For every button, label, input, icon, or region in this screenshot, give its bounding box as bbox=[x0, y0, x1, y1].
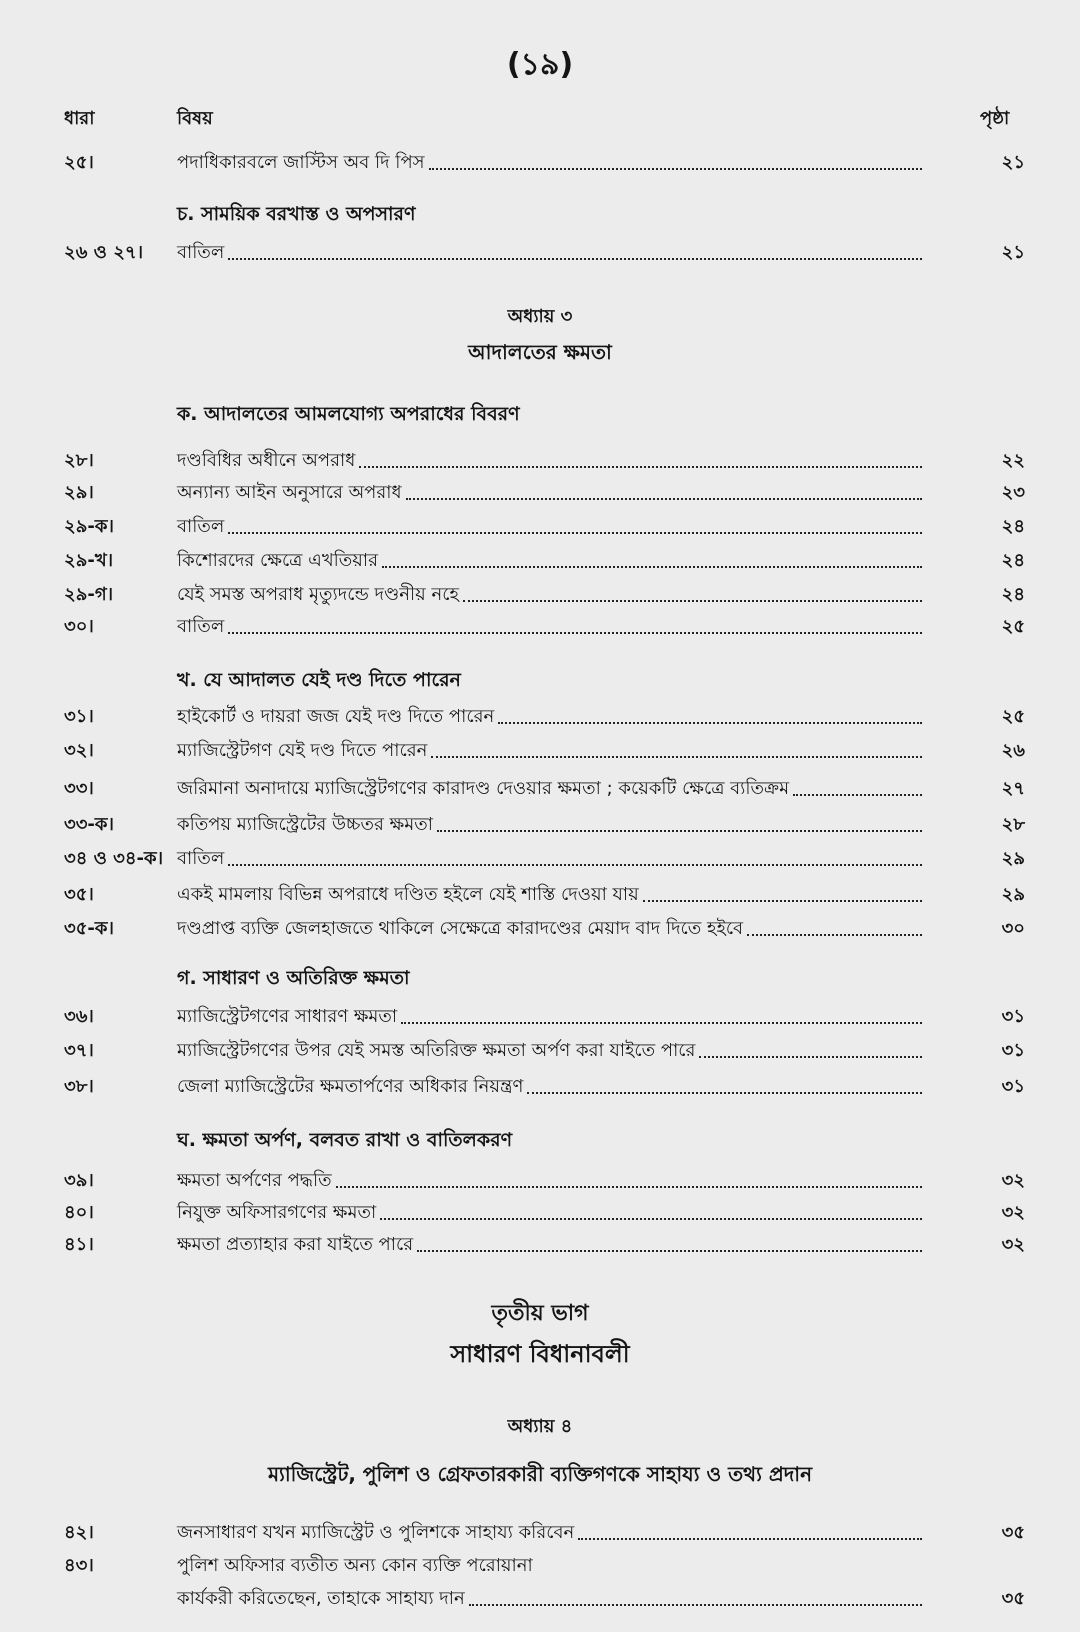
toc-row bbox=[0, 880, 1080, 910]
section-title: ম্যাজিস্ট্রেটগণের উপর যেই সমস্ত অতিরিক্ত ক্ষমতা অর্পণ করা যাইতে পারে bbox=[177, 1040, 696, 1061]
dot-leader bbox=[431, 736, 922, 758]
dot-leader bbox=[336, 1166, 922, 1188]
toc-row bbox=[0, 512, 1080, 542]
toc-row bbox=[0, 580, 1080, 610]
toc-row bbox=[0, 148, 1080, 178]
chapter-3-label: অধ্যায় ৩ bbox=[507, 306, 573, 327]
section-page: ৩২ bbox=[1001, 1202, 1025, 1223]
section-page: ২১ bbox=[1001, 152, 1025, 173]
toc-row bbox=[0, 810, 1080, 840]
section-title-wrap bbox=[177, 1072, 922, 1102]
section-number: ৩১। bbox=[64, 706, 94, 727]
section-number: ৪৩। bbox=[64, 1555, 94, 1576]
section-page: ২৪ bbox=[1001, 516, 1025, 537]
section-title-wrap bbox=[177, 546, 922, 576]
toc-row bbox=[0, 1072, 1080, 1102]
section-page: ২৭ bbox=[1001, 778, 1025, 799]
part-3-title: সাধারণ বিধানাবলী bbox=[450, 1340, 630, 1368]
section-number: ৩২। bbox=[64, 740, 94, 761]
section-title-wrap bbox=[177, 238, 922, 268]
toc-row bbox=[0, 1036, 1080, 1066]
dot-leader bbox=[228, 238, 922, 260]
section-number: ৩৩-ক। bbox=[64, 814, 114, 835]
chapter-3-title: আদালতের ক্ষমতা bbox=[468, 340, 612, 364]
column-header-section: ধারা bbox=[64, 108, 95, 129]
section-title-wrap bbox=[177, 1166, 922, 1196]
section-title: বাতিল bbox=[177, 616, 225, 637]
section-number: ২৮। bbox=[64, 450, 94, 471]
section-page: ৩৫ bbox=[1001, 1522, 1025, 1543]
dot-leader bbox=[228, 844, 922, 866]
dot-leader bbox=[359, 446, 922, 468]
toc-row bbox=[0, 612, 1080, 642]
section-title-wrap bbox=[177, 914, 922, 944]
section-title-wrap bbox=[177, 478, 922, 508]
section-page: ২২ bbox=[1001, 450, 1025, 471]
column-header-page: পৃষ্ঠা bbox=[980, 108, 1010, 129]
section-title: ম্যাজিস্ট্রেটগণের সাধারণ ক্ষমতা bbox=[177, 1006, 398, 1027]
dot-leader bbox=[578, 1518, 922, 1540]
toc-row bbox=[0, 1230, 1080, 1260]
section-number: ৪২। bbox=[64, 1522, 94, 1543]
section-number: ৩৫। bbox=[64, 884, 94, 905]
section-title-wrap bbox=[177, 446, 922, 476]
section-title: কার্যকরী করিতেছেন, তাহাকে সাহায্য দান bbox=[177, 1588, 465, 1609]
toc-row bbox=[0, 702, 1080, 732]
toc-row bbox=[0, 478, 1080, 508]
section-title: বাতিল bbox=[177, 848, 225, 869]
section-page: ২৪ bbox=[1001, 550, 1025, 571]
dot-leader bbox=[463, 580, 922, 602]
section-title: দণ্ডপ্রাপ্ত ব্যক্তি জেলহাজতে থাকিলে সেক্ষেত্রে কারাদণ্ডের মেয়াদ বাদ দিতে হইবে bbox=[177, 918, 744, 939]
section-page: ২৪ bbox=[1001, 584, 1025, 605]
part-3-label: তৃতীয় ভাগ bbox=[491, 1301, 589, 1326]
dot-leader bbox=[699, 1036, 922, 1058]
section-number: ৩০। bbox=[64, 616, 94, 637]
toc-row bbox=[0, 914, 1080, 944]
section-title-wrap bbox=[177, 1036, 922, 1066]
section-page: ২৯ bbox=[1001, 848, 1025, 869]
dot-leader bbox=[747, 914, 922, 936]
dot-leader bbox=[417, 1230, 922, 1252]
section-title: ক্ষমতা অর্পণের পদ্ধতি bbox=[177, 1170, 332, 1191]
section-title-wrap bbox=[177, 148, 922, 178]
toc-row bbox=[0, 446, 1080, 476]
section-title-wrap bbox=[177, 736, 922, 766]
section-title-wrap bbox=[177, 774, 922, 804]
section-title: নিযুক্ত অফিসারগণের ক্ষমতা bbox=[177, 1202, 377, 1223]
section-page: ২৯ bbox=[1001, 884, 1025, 905]
section-number: ৪০। bbox=[64, 1202, 94, 1223]
section-title: ম্যাজিস্ট্রেটগণ যেই দণ্ড দিতে পারেন bbox=[177, 740, 428, 761]
section-title: দণ্ডবিধির অধীনে অপরাধ bbox=[177, 450, 356, 471]
section-page: ২৬ bbox=[1001, 740, 1025, 761]
dot-leader bbox=[498, 702, 922, 724]
toc-row bbox=[0, 1002, 1080, 1032]
subheading-gha: ঘ. ক্ষমতা অর্পণ, বলবত রাখা ও বাতিলকরণ bbox=[177, 1129, 513, 1151]
section-number: ২৫। bbox=[64, 152, 94, 173]
section-number: ৩৮। bbox=[64, 1076, 94, 1097]
section-page: ৩২ bbox=[1001, 1170, 1025, 1191]
section-page: ৩০ bbox=[1001, 918, 1025, 939]
section-title-wrap bbox=[177, 1230, 922, 1260]
column-header-subject: বিষয় bbox=[177, 108, 213, 129]
section-page: ৩৫ bbox=[1001, 1588, 1025, 1609]
section-number: ২৯-গ। bbox=[64, 584, 114, 605]
section-page: ৩১ bbox=[1001, 1040, 1025, 1061]
section-title: পদাধিকারবলে জাস্টিস অব দি পিস bbox=[177, 152, 425, 173]
subheading-ga: গ. সাধারণ ও অতিরিক্ত ক্ষমতা bbox=[177, 967, 410, 989]
section-title-wrap bbox=[177, 880, 922, 910]
section-page: ২৫ bbox=[1001, 616, 1025, 637]
section-number: ২৯। bbox=[64, 482, 94, 503]
section-number: ৩৭। bbox=[64, 1040, 94, 1061]
section-number: ৩৫-ক। bbox=[64, 918, 114, 939]
section-page: ২১ bbox=[1001, 242, 1025, 263]
toc-row bbox=[0, 1518, 1080, 1548]
section-title: কিশোরদের ক্ষেত্রে এখতিয়ার bbox=[177, 550, 379, 571]
subheading-cha: চ. সাময়িক বরখাস্ত ও অপসারণ bbox=[177, 203, 416, 225]
section-number: ৪১। bbox=[64, 1234, 94, 1255]
section-title: একই মামলায় বিভিন্ন অপরাধে দণ্ডিত হইলে যেই শাস্তি দেওয়া যায় bbox=[177, 884, 639, 905]
section-title-wrap bbox=[177, 1518, 922, 1548]
section-title-wrap bbox=[177, 612, 922, 642]
toc-row bbox=[0, 774, 1080, 804]
dot-leader bbox=[228, 612, 922, 634]
section-title-wrap bbox=[177, 844, 922, 874]
page-number: (১৯) bbox=[506, 47, 574, 82]
section-title: ক্ষমতা প্রত্যাহার করা যাইতে পারে bbox=[177, 1234, 414, 1255]
dot-leader bbox=[406, 478, 922, 500]
dot-leader bbox=[382, 546, 922, 568]
dot-leader bbox=[228, 512, 922, 534]
chapter-4-label: অধ্যায় ৪ bbox=[507, 1416, 573, 1437]
section-title: কতিপয় ম্যাজিস্ট্রেটের উচ্চতর ক্ষমতা bbox=[177, 814, 433, 835]
section-title-wrap bbox=[177, 702, 922, 732]
toc-row bbox=[0, 1166, 1080, 1196]
section-number: ৩৬। bbox=[64, 1006, 94, 1027]
dot-leader bbox=[380, 1198, 922, 1220]
dot-leader bbox=[469, 1584, 922, 1606]
section-number: ৩৪ ও ৩৪-ক। bbox=[64, 848, 164, 869]
section-page: ২৫ bbox=[1001, 706, 1025, 727]
subheading-ka: ক. আদালতের আমলযোগ্য অপরাধের বিবরণ bbox=[177, 403, 520, 425]
section-title: জরিমানা অনাদায়ে ম্যাজিস্ট্রেটগণের কারাদণ্ড দেওয়ার ক্ষমতা ; কয়েকটি ক্ষেত্রে ব্যতিক্রম bbox=[177, 778, 790, 799]
chapter-4-title: ম্যাজিস্ট্রেট, পুলিশ ও গ্রেফতারকারী ব্যক্তিগণকে সাহায্য ও তথ্য প্রদান bbox=[267, 1462, 813, 1486]
section-title-wrap bbox=[177, 512, 922, 542]
dot-leader bbox=[527, 1072, 922, 1094]
section-title: জনসাধারণ যখন ম্যাজিস্ট্রেট ও পুলিশকে সাহায্য করিবেন bbox=[177, 1522, 575, 1543]
section-title: বাতিল bbox=[177, 242, 225, 263]
section-title: যেই সমস্ত অপরাধ মৃত্যুদন্ডে দণ্ডনীয় নহে bbox=[177, 584, 459, 605]
toc-row bbox=[0, 736, 1080, 766]
section-page: ২৩ bbox=[1001, 482, 1025, 503]
dot-leader bbox=[429, 148, 922, 170]
section-number: ২৯-ক। bbox=[64, 516, 114, 537]
section-title-wrap bbox=[177, 1198, 922, 1228]
section-page: ৩২ bbox=[1001, 1234, 1025, 1255]
subheading-kha: খ. যে আদালত যেই দণ্ড দিতে পারেন bbox=[177, 669, 461, 691]
section-title: হাইকোর্ট ও দায়রা জজ যেই দণ্ড দিতে পারেন bbox=[177, 706, 495, 727]
dot-leader bbox=[401, 1002, 922, 1024]
toc-row bbox=[0, 844, 1080, 874]
dot-leader bbox=[793, 774, 922, 796]
section-page: ৩১ bbox=[1001, 1076, 1025, 1097]
section-number: ৩৩। bbox=[64, 778, 94, 799]
section-title: জেলা ম্যাজিস্ট্রেটের ক্ষমতার্পণের অধিকার নিয়ন্ত্রণ bbox=[177, 1076, 524, 1097]
section-title: বাতিল bbox=[177, 516, 225, 537]
section-page: ২৮ bbox=[1001, 814, 1025, 835]
section-number: ৩৯। bbox=[64, 1170, 94, 1191]
toc-row bbox=[0, 546, 1080, 576]
section-title-continuation: পুলিশ অফিসার ব্যতীত অন্য কোন ব্যক্তি পরোয়ানা bbox=[177, 1555, 533, 1576]
section-page: ৩১ bbox=[1001, 1006, 1025, 1027]
toc-row bbox=[0, 1198, 1080, 1228]
section-title-wrap bbox=[177, 580, 922, 610]
section-title-wrap bbox=[177, 1584, 922, 1614]
section-title-wrap bbox=[177, 810, 922, 840]
section-number: ২৯-খ। bbox=[64, 550, 114, 571]
toc-row bbox=[0, 238, 1080, 268]
section-number: ২৬ ও ২৭। bbox=[64, 242, 144, 263]
toc-row bbox=[0, 1584, 1080, 1614]
section-title: অন্যান্য আইন অনুসারে অপরাধ bbox=[177, 482, 402, 503]
section-title-wrap bbox=[177, 1002, 922, 1032]
dot-leader bbox=[437, 810, 922, 832]
dot-leader bbox=[643, 880, 922, 902]
